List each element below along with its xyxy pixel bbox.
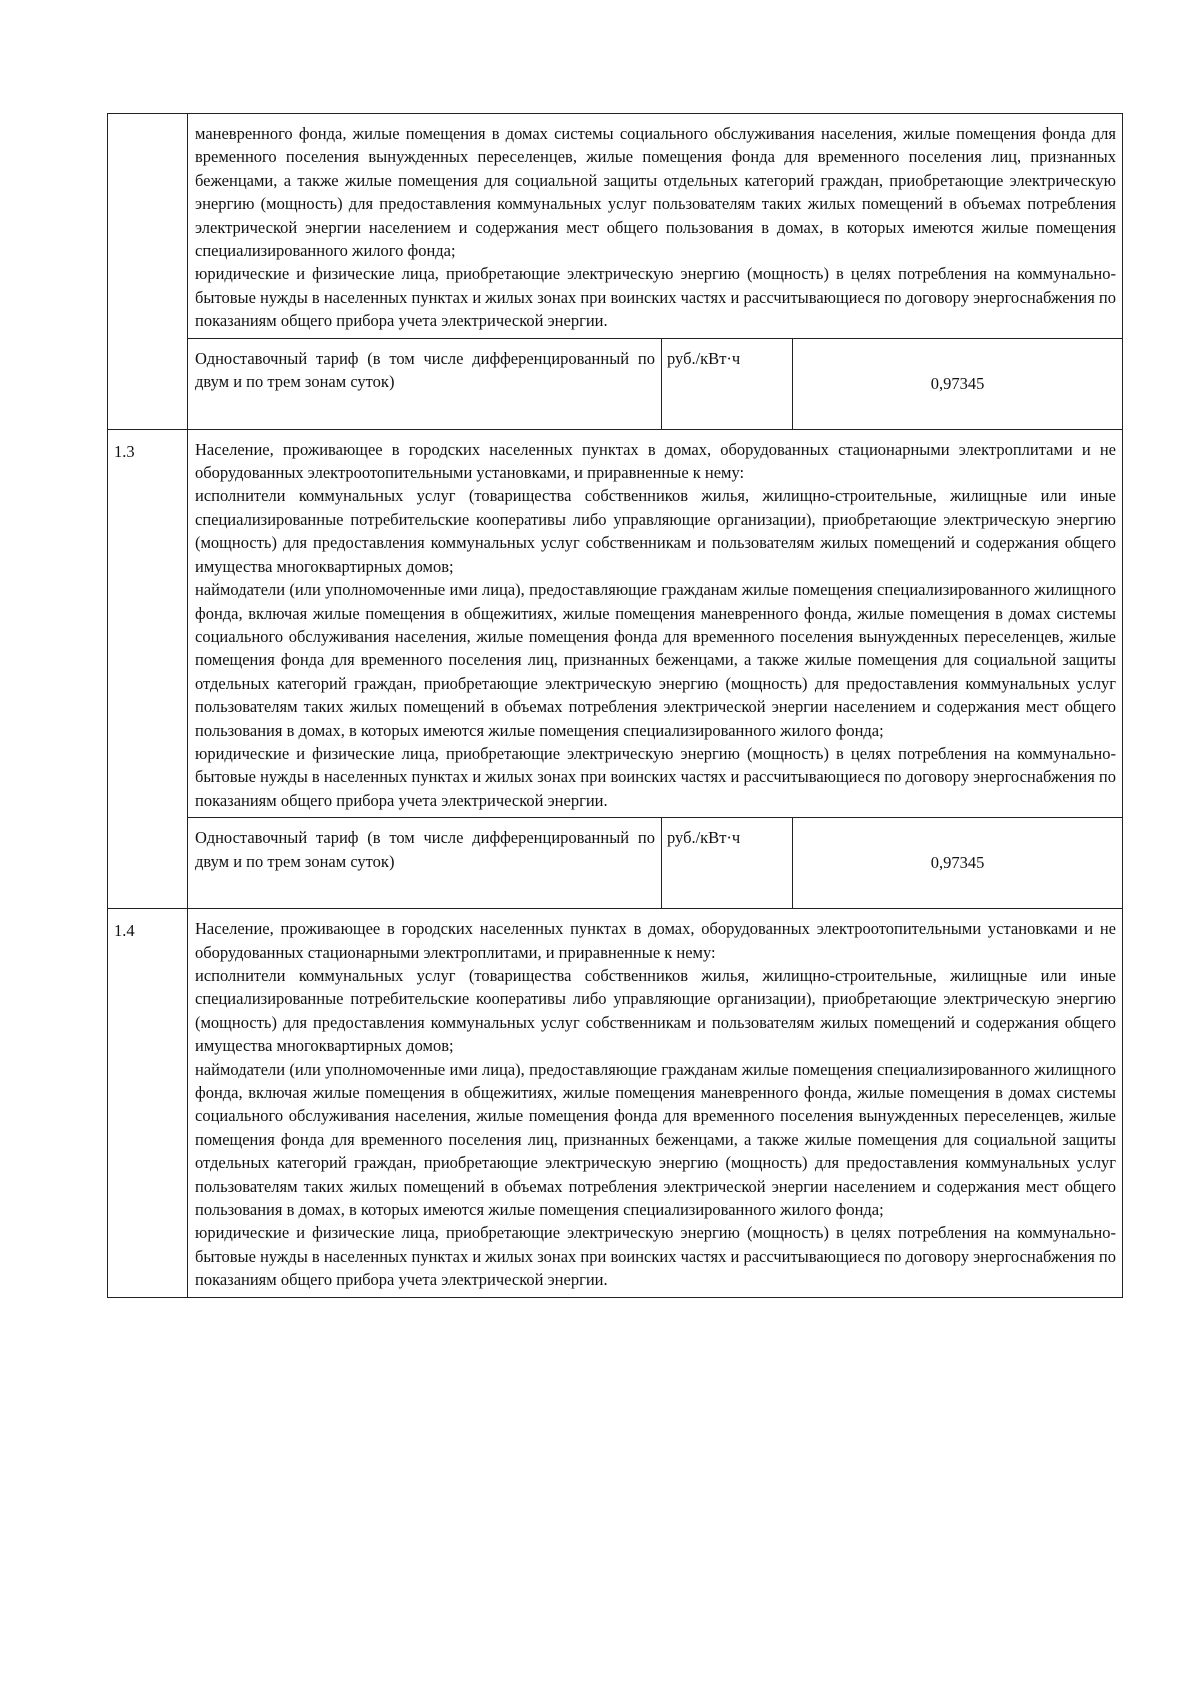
tariff-unit-cell: руб./кВт·ч bbox=[662, 338, 793, 429]
description-paragraph: Население, проживающее в городских населенных пунктах в домах, оборудованных стационарными электроплитами и не оборудованных электроотопительными установками, и приравненные к нему: bbox=[195, 439, 1116, 483]
tariff-unit-cell: руб./кВт·ч bbox=[662, 818, 793, 909]
description-paragraph: юридические и физические лица, приобретающие электрическую энергию (мощность) в целях потребления на коммунально-бытовые нужды в населенных пунктах и жилых зонах при воинских частях и рассчитывающиеся по договору энергоснабжения по показаниям общего прибора учета электрической энергии. bbox=[195, 264, 1117, 331]
description-paragraph: исполнители коммунальных услуг (товарищества собственников жилья, жилищно-строительные, жилищные или иные специализированные потребительские кооперативы либо управляющие организации), приобретающие электрическую энергию (мощность) для предоставления коммунальных услуг собственникам и пользователям жилых помещений и содержания общего имущества многоквартирных домов; bbox=[195, 486, 1116, 576]
table-row-continued bbox=[108, 114, 1123, 339]
consumer-description-cell bbox=[188, 909, 1123, 1298]
tariff-value-cell: 0,97345 bbox=[793, 818, 1123, 909]
consumer-description-cell bbox=[188, 429, 1123, 818]
tariff-name-cell: Одноставочный тариф (в том числе дифференцированный по двум и по трем зонам суток) bbox=[188, 338, 662, 429]
tariff-value-cell: 0,97345 bbox=[793, 338, 1123, 429]
consumer-description-cell bbox=[188, 114, 1123, 339]
tariff-table bbox=[107, 113, 1123, 1298]
tariff-name-cell: Одноставочный тариф (в том числе дифференцированный по двум и по трем зонам суток) bbox=[188, 818, 662, 909]
table-row-1-4 bbox=[108, 909, 1123, 1298]
description-paragraph: исполнители коммунальных услуг (товарищества собственников жилья, жилищно-строительные, жилищные или иные специализированные потребительские кооперативы либо управляющие организации), приобретающие электрическую энергию (мощность) для предоставления коммунальных услуг собственникам и пользователям жилых помещений и содержания общего имущества многоквартирных домов; bbox=[195, 965, 1116, 1056]
row-number-cell: 1.4 bbox=[108, 909, 188, 1298]
tariff-row bbox=[108, 818, 1123, 909]
table-row-1-3 bbox=[108, 429, 1123, 818]
description-paragraph: Население, проживающее в городских населенных пунктах в домах, оборудованных электроотопительными установками и не оборудованных стационарными электроплитами, и приравненные к нему: bbox=[195, 919, 1116, 962]
tariff-row bbox=[108, 338, 1123, 429]
description-paragraph: юридические и физические лица, приобретающие электрическую энергию (мощность) в целях потребления на коммунально-бытовые нужды в населенных пунктах и жилых зонах при воинских частях и рассчитывающиеся по договору энергоснабжения по показаниям общего прибора учета электрической энергии. bbox=[195, 743, 1117, 810]
description-paragraph: юридические и физические лица, приобретающие электрическую энергию (мощность) в целях потребления на коммунально-бытовые нужды в населенных пунктах и жилых зонах при воинских частях и рассчитывающиеся по договору энергоснабжения по показаниям общего прибора учета электрической энергии. bbox=[195, 1223, 1117, 1290]
row-number-cell bbox=[108, 114, 188, 430]
description-paragraph: маневренного фонда, жилые помещения в домах системы социального обслуживания населения, жилые помещения фонда для временного поселения вынужденных переселенцев, жилые помещения фонда для временного поселения лиц, признанных беженцами, а также жилые помещения для социальной защиты отдельных категорий граждан, приобретающие электрическую энергию (мощность) для предоставления коммунальных услуг пользователям таких жилых помещений в объемах потребления электрической энергии населением и содержания мест общего пользования в домах, в которых имеются жилые помещения специализированного жилого фонда; bbox=[195, 124, 1116, 261]
description-paragraph: наймодатели (или уполномоченные ими лица), предоставляющие гражданам жилые помещения специализированного жилищного фонда, включая жилые помещения в общежитиях, жилые помещения маневренного фонда, жилые помещения в домах системы социального обслуживания населения, жилые помещения фонда для временного поселения вынужденных переселенцев, жилые помещения фонда для временного поселения лиц, признанных беженцами, а также жилые помещения для социальной защиты отдельных категорий граждан, приобретающие электрическую энергию (мощность) для предоставления коммунальных услуг пользователям таких жилых помещений в объемах потребления электрической энергии населением и содержания мест общего пользования в домах, в которых имеются жилые помещения специализированного жилого фонда; bbox=[195, 1059, 1116, 1220]
description-paragraph: наймодатели (или уполномоченные ими лица), предоставляющие гражданам жилые помещения специализированного жилищного фонда, включая жилые помещения в общежитиях, жилые помещения маневренного фонда, жилые помещения в домах системы социального обслуживания населения, жилые помещения фонда для временного поселения вынужденных переселенцев, жилые помещения фонда для временного поселения лиц, признанных беженцами, а также жилые помещения для социальной защиты отдельных категорий граждан, приобретающие электрическую энергию (мощность) для предоставления коммунальных услуг пользователям таких жилых помещений в объемах потребления электрической энергии населением и содержания мест общего пользования в домах, в которых имеются жилые помещения специализированного жилого фонда; bbox=[195, 580, 1116, 740]
row-number-cell: 1.3 bbox=[108, 429, 188, 909]
